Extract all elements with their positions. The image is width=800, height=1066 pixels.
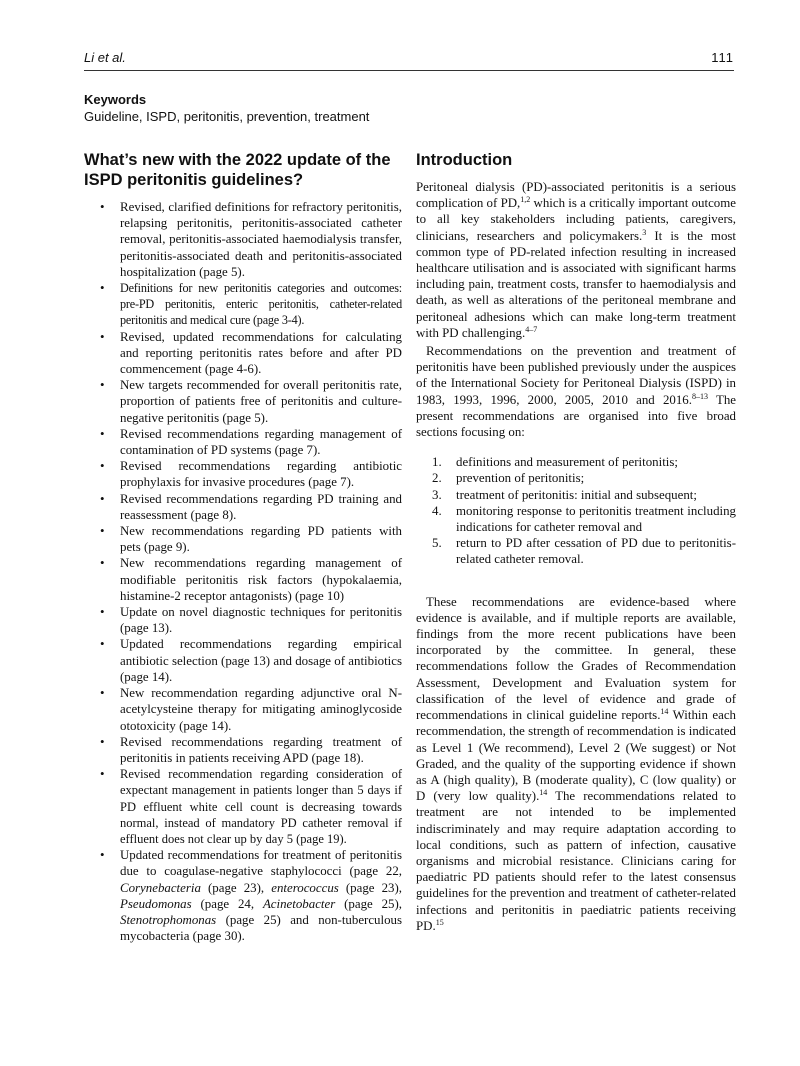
citation: 3 xyxy=(642,227,647,237)
bullet-icon: • xyxy=(100,605,105,620)
list-item: • Updated recommendations regarding empirical antibiotic selection (page 13) and dosage of antibiotics (page 14). xyxy=(100,637,402,684)
bullet-icon: • xyxy=(100,281,105,296)
citation: 14 xyxy=(660,707,669,717)
bullet-icon: • xyxy=(100,524,105,539)
list-item: • Definitions for new peritonitis categories and outcomes: pre-PD peritonitis, enteric peritonitis, catheter-related peritonitis and medical cure (page 3-4). xyxy=(100,281,402,328)
sections-list xyxy=(416,454,736,567)
list-item: • New targets recommended for overall peritonitis rate, proportion of patients free of peritonitis and culture-negative peritonitis (page 5). xyxy=(100,378,402,425)
keywords-block xyxy=(84,92,734,126)
citation: 8–13 xyxy=(691,391,708,401)
page-number: 111 xyxy=(711,50,734,65)
citation: 15 xyxy=(435,917,444,927)
list-item: • Revised recommendation regarding consideration of expectant management in patients longer than 5 days if PD effluent white cell count is decreasing towards normal, instead of mandatory PD catheter removal if effluent does not clear up by day 5 (page 19). xyxy=(100,767,402,846)
list-item: • Revised recommendations regarding antibiotic prophylaxis for invasive procedures (page 7). xyxy=(100,459,402,490)
list-item: • Updated recommendations for treatment of peritonitis due to coagulase-negative staphylococci (page 22, Corynebacteria (page 23), enterococcus (page 23), Pseudomonas (page 24, Acinetobacter (page 25), Stenotrophomonas (page 25) and non-tuberculous mycobacteria (page 30). xyxy=(100,848,403,944)
list-item: • Revised, updated recommendations for calculating and reporting peritonitis rates before and after PD commencement (page 4-6). xyxy=(100,329,402,377)
list-item: • Update on novel diagnostic techniques for peritonitis (page 13). xyxy=(100,605,402,636)
item-number: 4. xyxy=(432,503,442,518)
citation: 4–7 xyxy=(525,324,538,334)
bullet-icon: • xyxy=(100,734,105,749)
list-item: • New recommendations regarding management of modifiable peritonitis risk factors (hypokalaemia, histamine-2 receptor antagonists) (page 10) xyxy=(100,556,402,603)
list-item: 3. treatment of peritonitis: initial and subsequent; xyxy=(432,487,697,502)
citation: 14 xyxy=(539,788,548,798)
organism-name: enterococcus xyxy=(271,880,339,895)
bullet-icon: • xyxy=(100,848,105,863)
introduction-heading: Introduction xyxy=(416,151,513,169)
intro-paragraph-1: Peritoneal dialysis (PD)-associated peritonitis is a serious complication of PD,$^{1,2}$ which is a critically important outcome to all key stakeholders including patients, caregivers, clinicians, researchers and policymakers.$^3$ It is the most common type of PD-related infection resulting in increased healthcare utilisation and is associated with significant harms including pain, treatment costs, transfer to haemodialysis and death, as well as alterations of the peritoneal membrane and peritoneal adhesions which can make long-term treatment with PD challenging.$^{4-7}$ xyxy=(416,180,737,340)
bullet-icon: • xyxy=(100,200,105,214)
header-rule xyxy=(84,70,734,71)
item-number: 2. xyxy=(432,471,442,486)
list-item: • New recommendations regarding PD patients with pets (page 9). xyxy=(100,524,402,555)
whats-new-list xyxy=(84,199,402,944)
list-item: • New recommendation regarding adjunctive oral N-acetylcysteine therapy for mitigating aminoglycoside ototoxicity (page 14). xyxy=(100,686,402,733)
intro-paragraph-3: These recommendations are evidence-based where evidence is available, and if multiple reports are available, findings from the more recent publications have been incorporated by the committee. In general, these recommendations follow the Grades of Recommendation Assessment, Development and Evaluation system for classification of the level of evidence and grade of recommendations in clinical guideline reports.$^{14}$ Within each recommendation, the strength of recommendation is indicated as Level 1 (We recommend), Level 2 (We suggest) or Not Graded, and the quality of the supporting evidence if shown as A (high quality), B (moderate quality), C (low quality) or D (very low quality).$^{14}$ The recommendations related to treatment are not intended to be implemented indiscriminately and may require adaptation according to local conditions, such as pattern of infection, causative organisms and microbial resistance. Clinicians caring for paediatric PD patients should refer to the latest consensus guidelines for the prevention and treatment of catheter-related infections and peritonitis in paediatric patients receiving PD.$^{15}$ xyxy=(416,594,737,933)
keywords-title: Keywords xyxy=(84,92,147,107)
list-item: • Revised recommendations regarding management of contamination of PD systems (page 7). xyxy=(100,426,402,458)
bullet-icon: • xyxy=(100,686,105,701)
list-item: • Revised recommendations regarding treatment of peritonitis in patients receiving APD (page 18). xyxy=(100,734,402,765)
keywords-text: Guideline, ISPD, peritonitis, prevention, treatment xyxy=(84,109,370,124)
list-item: 1. definitions and measurement of peritonitis; xyxy=(432,455,678,470)
organism-name: Corynebacteria xyxy=(120,880,201,895)
organism-name: Stenotrophomonas xyxy=(120,912,217,927)
bullet-icon: • xyxy=(100,767,105,782)
bullet-icon: • xyxy=(100,637,105,652)
item-number: 3. xyxy=(432,487,442,502)
list-item: • Revised recommendations regarding PD training and reassessment (page 8). xyxy=(100,491,402,522)
intro-paragraph-2: Recommendations on the prevention and treatment of peritonitis have been published previously under the auspices of the International Society for Peritoneal Dialysis (ISPD) in 1983, 1993, 1996, 2000, 2005, 2010 and 2016.$^{8-13}$ The present recommendations are organised into five broad sections focusing on: xyxy=(416,344,736,440)
citation: 1,2 xyxy=(520,195,531,205)
organism-name: Acinetobacter xyxy=(262,896,336,911)
whats-new-heading: What’s new with the 2022 update of the ISPD peritonitis guidelines? xyxy=(84,151,391,189)
list-item: • Revised, clarified definitions for refractory peritonitis, relapsing peritonitis, peritonitis-associated catheter removal, peritonitis-associated haemodialysis transfer, peritonitis-associated death and peritonitis-associated hospitalization (page 5). xyxy=(100,200,402,279)
bullet-icon: • xyxy=(100,426,105,441)
right-column xyxy=(416,150,736,934)
item-number: 1. xyxy=(432,455,442,470)
bullet-icon: • xyxy=(100,459,105,474)
left-column xyxy=(84,150,402,944)
item-number: 5. xyxy=(432,536,442,551)
bullet-icon: • xyxy=(100,556,105,571)
bullet-icon: • xyxy=(100,329,105,344)
running-author: Li et al. xyxy=(84,50,126,65)
list-item: 5. return to PD after cessation of PD due to peritonitis-related catheter removal. xyxy=(432,536,736,567)
bullet-icon: • xyxy=(100,491,105,506)
list-item: 4. monitoring response to peritonitis treatment including indications for catheter removal and xyxy=(432,503,736,535)
bullet-icon: • xyxy=(100,378,105,393)
running-header xyxy=(84,50,734,70)
list-item: 2. prevention of peritonitis; xyxy=(432,471,585,486)
organism-name: Pseudomonas xyxy=(120,896,192,911)
